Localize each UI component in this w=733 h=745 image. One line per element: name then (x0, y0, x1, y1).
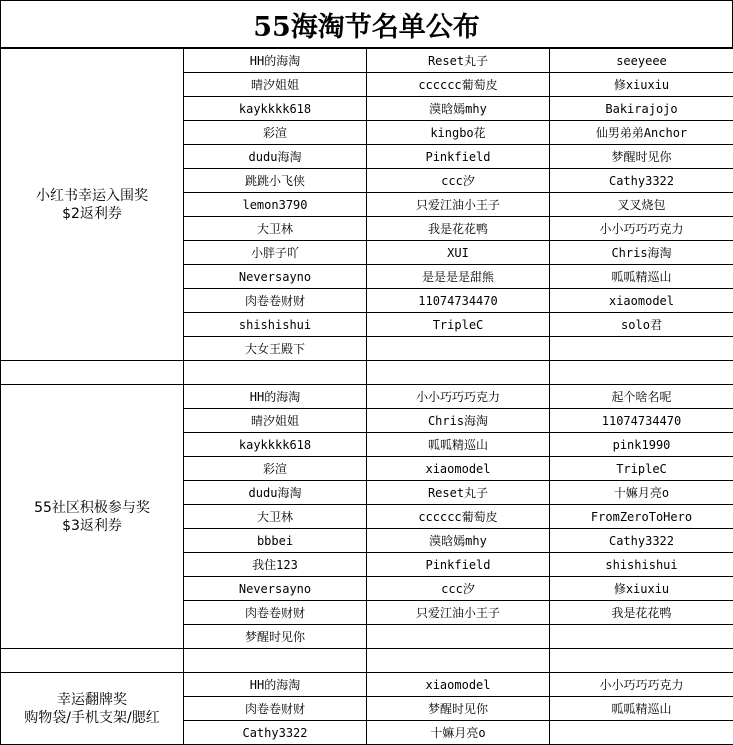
winner-cell: 彩渲 (184, 121, 367, 145)
winner-cell: 彩渲 (184, 457, 367, 481)
winner-cell: 小小巧巧巧克力 (367, 385, 550, 409)
winner-cell: Neversayno (184, 577, 367, 601)
table-row (1, 673, 733, 697)
winner-cell: xiaomodel (367, 457, 550, 481)
winner-cell: 小胖子吖 (184, 241, 367, 265)
winner-cell: solo君 (550, 313, 733, 337)
winner-cell (367, 625, 550, 649)
winner-cell: 呱呱精巡山 (367, 433, 550, 457)
award-cell (1, 385, 184, 649)
winner-cell: Pinkfield (367, 553, 550, 577)
winner-cell: shishishui (550, 553, 733, 577)
empty-cell (367, 649, 550, 673)
winner-cell: Bakirajojo (550, 97, 733, 121)
winner-cell: 修xiuxiu (550, 577, 733, 601)
winner-cell: TripleC (367, 313, 550, 337)
winner-cell: 大卫林 (184, 217, 367, 241)
winner-cell (550, 721, 733, 745)
winner-cell: 叉叉烧包 (550, 193, 733, 217)
empty-cell (367, 361, 550, 385)
award-cell (1, 49, 184, 361)
winner-cell: Chris海淘 (550, 241, 733, 265)
winner-cell: 十嫲月亮o (367, 721, 550, 745)
winner-cell (550, 625, 733, 649)
empty-cell (1, 361, 184, 385)
empty-cell (184, 361, 367, 385)
winner-cell: 呱呱精巡山 (550, 265, 733, 289)
winner-cell: HH的海淘 (184, 49, 367, 73)
winner-cell: 大卫林 (184, 505, 367, 529)
winner-cell: HH的海淘 (184, 673, 367, 697)
award-name: 小红书幸运入围奖 (36, 187, 148, 204)
winner-cell: 跳跳小飞侠 (184, 169, 367, 193)
winner-cell: cccccc葡萄皮 (367, 505, 550, 529)
winner-cell: 梦醒时见你 (367, 697, 550, 721)
winner-cell (550, 337, 733, 361)
winners-table (0, 48, 733, 745)
winner-cell: FromZeroToHero (550, 505, 733, 529)
award-prize: $3返利券 (62, 517, 122, 534)
empty-cell (550, 649, 733, 673)
winner-cell: dudu海淘 (184, 481, 367, 505)
winner-cell: 漠晗嫣mhy (367, 529, 550, 553)
winner-cell: 修xiuxiu (550, 73, 733, 97)
page-title: 55海淘节名单公布 (0, 0, 733, 48)
winner-cell: shishishui (184, 313, 367, 337)
winner-cell: 呱呱精巡山 (550, 697, 733, 721)
award-prize: 购物袋/手机支架/腮红 (24, 709, 160, 726)
winner-cell: 小小巧巧巧克力 (550, 217, 733, 241)
winner-cell: TripleC (550, 457, 733, 481)
winner-cell: 仙男弟弟Anchor (550, 121, 733, 145)
winner-cell: XUI (367, 241, 550, 265)
award-name: 幸运翻牌奖 (57, 691, 127, 708)
winner-cell: dudu海淘 (184, 145, 367, 169)
winner-cell: xiaomodel (550, 289, 733, 313)
winner-cell: 11074734470 (550, 409, 733, 433)
winner-cell: 漠晗嫣mhy (367, 97, 550, 121)
winner-cell: xiaomodel (367, 673, 550, 697)
spacer-row (1, 649, 733, 673)
empty-cell (550, 361, 733, 385)
winner-cell: 肉卷卷财财 (184, 289, 367, 313)
winner-cell: Cathy3322 (550, 169, 733, 193)
winner-cell: Reset丸子 (367, 481, 550, 505)
award-prize: $2返利券 (62, 205, 122, 222)
winner-cell: kaykkkk618 (184, 97, 367, 121)
winner-cell: 只爱江油小王子 (367, 601, 550, 625)
winner-cell (367, 337, 550, 361)
empty-cell (1, 649, 184, 673)
winner-cell: ccc汐 (367, 577, 550, 601)
winner-cell: 小小巧巧巧克力 (550, 673, 733, 697)
winner-cell: 我是花花鸭 (550, 601, 733, 625)
winner-cell: 晴汐姐姐 (184, 409, 367, 433)
table-row (1, 385, 733, 409)
winner-cell: Cathy3322 (550, 529, 733, 553)
winner-cell: Neversayno (184, 265, 367, 289)
winner-cell: Reset丸子 (367, 49, 550, 73)
winner-cell: HH的海淘 (184, 385, 367, 409)
winner-cell: 肉卷卷财财 (184, 601, 367, 625)
winner-cell: 梦醒时见你 (550, 145, 733, 169)
winner-cell: kingbo花 (367, 121, 550, 145)
winner-cell: Pinkfield (367, 145, 550, 169)
winner-cell: lemon3790 (184, 193, 367, 217)
winner-cell: pink1990 (550, 433, 733, 457)
empty-cell (184, 649, 367, 673)
award-cell (1, 673, 184, 745)
winner-cell: 我是花花鸭 (367, 217, 550, 241)
winner-cell: ccc汐 (367, 169, 550, 193)
winner-cell: 是是是是甜熊 (367, 265, 550, 289)
award-name: 55社区积极参与奖 (34, 499, 150, 516)
winner-cell: 十嫲月亮o (550, 481, 733, 505)
winner-cell: 肉卷卷财财 (184, 697, 367, 721)
winner-cell: 只爱江油小王子 (367, 193, 550, 217)
winner-cell: kaykkkk618 (184, 433, 367, 457)
winner-cell: 晴汐姐姐 (184, 73, 367, 97)
winner-cell: 11074734470 (367, 289, 550, 313)
winner-cell: bbbei (184, 529, 367, 553)
winner-cell: 梦醒时见你 (184, 625, 367, 649)
winner-cell: 起个啥名呢 (550, 385, 733, 409)
winner-cell: 我住123 (184, 553, 367, 577)
winner-cell: 大女王殿下 (184, 337, 367, 361)
winner-cell: cccccc葡萄皮 (367, 73, 550, 97)
winner-cell: seeyeee (550, 49, 733, 73)
winner-cell: Chris海淘 (367, 409, 550, 433)
table-row (1, 49, 733, 73)
spacer-row (1, 361, 733, 385)
winner-cell: Cathy3322 (184, 721, 367, 745)
